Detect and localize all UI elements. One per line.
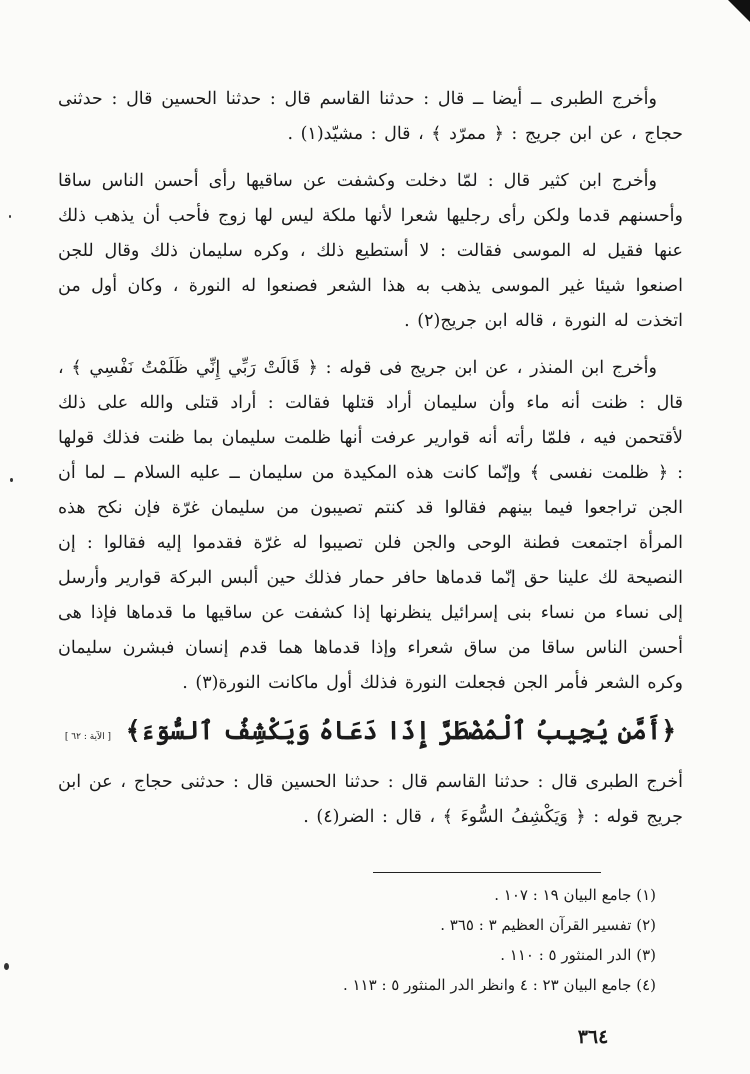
footnote-divider	[373, 872, 601, 873]
page-body	[58, 82, 683, 847]
scan-speck	[10, 478, 13, 482]
footnote-1: (١) جامع البيان ١٩ : ١٠٧ .	[494, 886, 656, 904]
footnote-2: (٢) تفسير القرآن العظيم ٣ : ٣٦٥ .	[440, 916, 656, 934]
scan-speck	[9, 215, 11, 218]
paragraph-ibn-almundhir: وأخرج ابن المنذر ، عن ابن جريج فى قوله : ﴿ قَالَتْ رَبِّي إِنِّي ظَلَمْتُ نَفْسِي ﴾ ، قال : ظنت أنه ماء وأن سليمان أراد قتلها فقالت : أراد قتلى والله على ذلك لأقتحمن فيه ، فلمّا رأته أنه قوارير عرفت أنها ظلمت سليمان بما ظنت فذلك قولها : ﴿ ظلمت نفسى ﴾ وإنّما كانت هذه المكيدة من سليمان ــ عليه السلام ــ لما أن الجن تراجعوا فيما بينهم فقالوا قد كنتم تصيبون من سليمان غرّة فإن نكح هذه المرأة اجتمعت فطنة الوحى والجن فلن تصيبوا له غرّة فقدموا إليه فقالوا : إن النصيحة لك علينا حق إنّما قدماها حافر حمار فذلك حين ألبس البركة قوارير وأرسل إلى نساء من نساء بنى إسرائيل ينظرنها إذا كشفت عن ساقيها ما قدماها فإذا هى أحسن الناس ساقا من ساق شعراء وإذا قدماها هما قدم إنسان فبشرن سليمان وكره الشعر فأمر الجن فجعلت النورة فذلك أول ماكانت النورة(٣) .	[58, 358, 683, 693]
scan-speck	[4, 963, 9, 970]
footnote-3: (٣) الدر المنثور ٥ : ١١٠ .	[500, 946, 656, 964]
footnote-4: (٤) جامع البيان ٢٣ : ٤ وانظر الدر المنثور ٥ : ١١٣ .	[342, 976, 656, 994]
verse-text: ﴿أَمَّن يُجِيبُ ٱلْمُضْطَرَّ إِذَا دَعَاهُ وَيَكْشِفُ ٱلسُّوٓءَ﴾	[125, 716, 677, 745]
paragraph-tabari-mumarrad: وأخرج الطبرى ــ أيضا ــ قال : حدثنا القاسم قال : حدثنا الحسين قال : حدثنى حجاج ، عن ابن جريج : ﴿ ممرّد ﴾ ، قال : مشيّد(١) .	[58, 89, 683, 144]
verse-reference: [ الآية : ٦٢ ]	[64, 732, 112, 742]
verse-heading	[58, 713, 683, 755]
paragraph-tabari-alsu: أخرج الطبرى قال : حدثنا القاسم قال : حدثنا الحسين قال : حدثنى حجاج ، عن ابن جريج قوله : ﴿ وَيَكْشِفُ السُّوءَ ﴾ ، قال : الضر(٤) .	[58, 772, 683, 827]
page-corner-mark	[728, 0, 750, 22]
page-number: ٣٦٤	[577, 1026, 609, 1048]
footnotes	[58, 880, 656, 1000]
paragraph-ibn-kathir: وأخرج ابن كثير قال : لمّا دخلت وكشفت عن ساقيها رأى أحسن الناس ساقا وأحسنهم قدما ولكن رأى رجليها شعرا لأنها ملكة ليس لها زوج فأحب أن يذهب ذلك عنها فقيل له الموسى فقالت : لا أستطيع ذلك ، وكره سليمان ذلك وقال للجن اصنعوا شيئا غير الموسى يذهب به هذا الشعر فصنعوا له النورة ، وكان أول من اتخذت له النورة ، قاله ابن جريج(٢) .	[58, 171, 683, 331]
